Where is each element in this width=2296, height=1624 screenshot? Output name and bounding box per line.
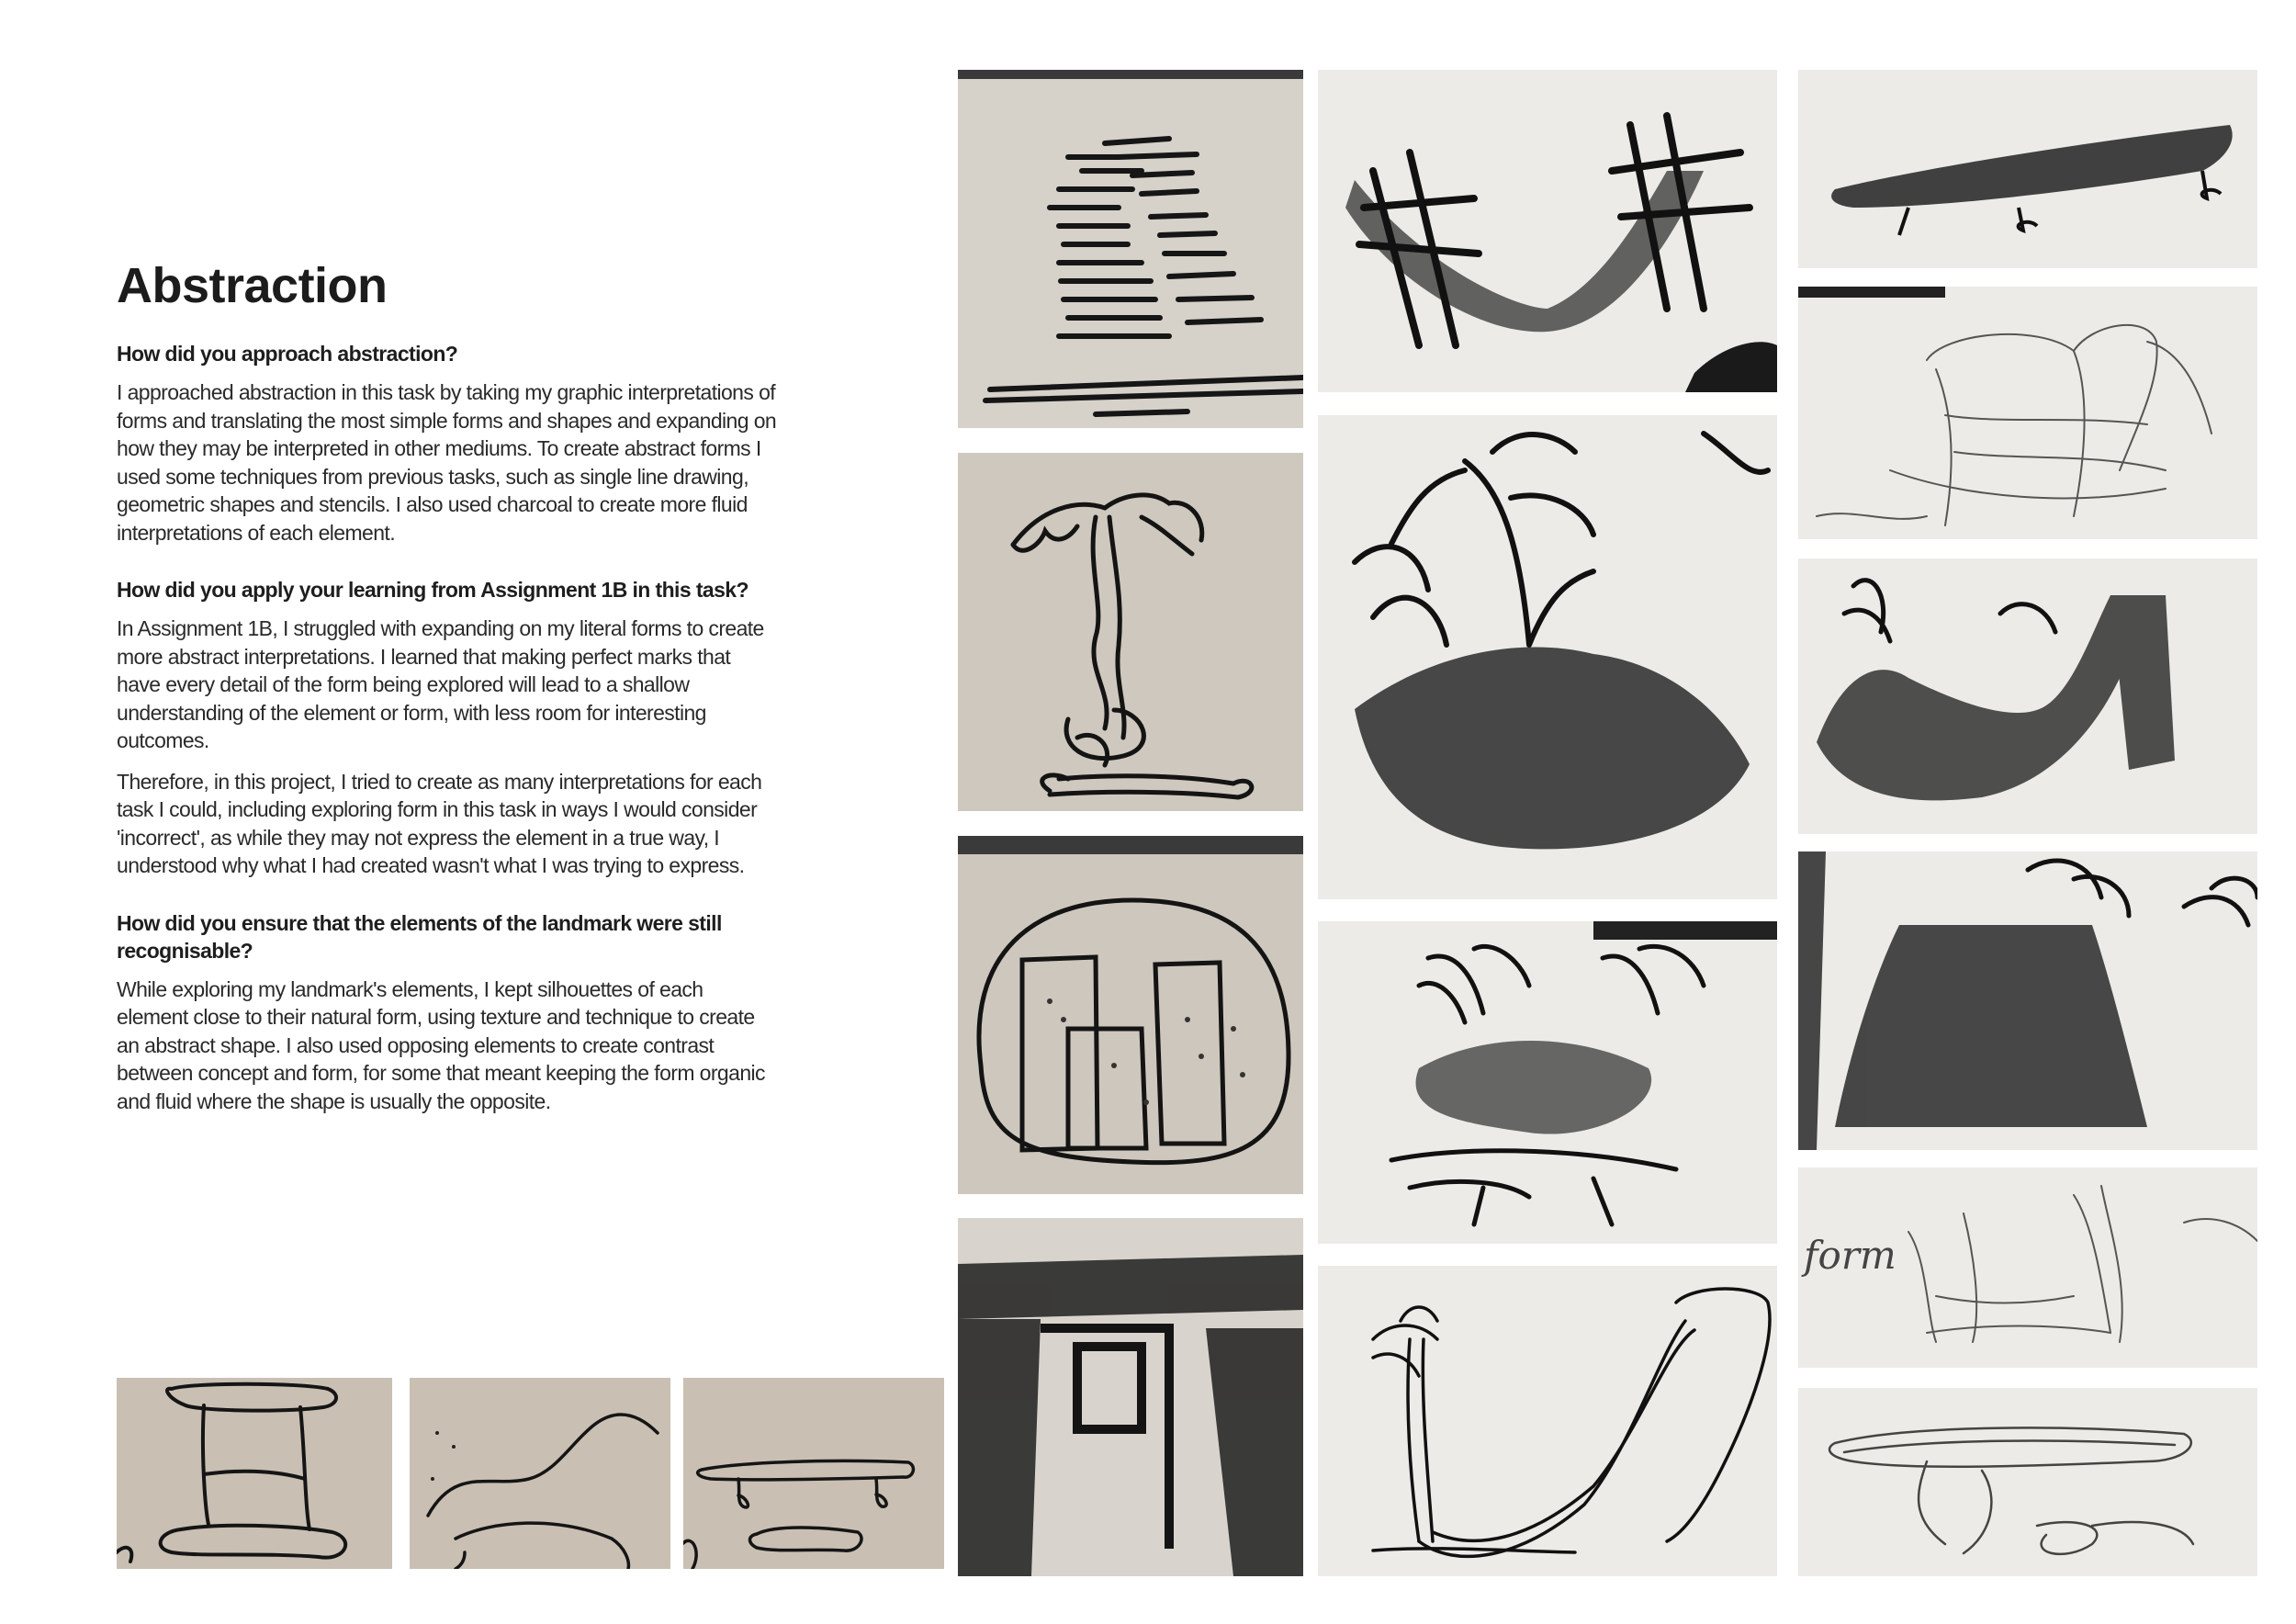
sketch-photo-pencil-chair xyxy=(1798,287,2257,539)
text-column xyxy=(117,257,778,1128)
page-title: Abstraction xyxy=(117,258,388,313)
sketch-photo-pencil-scribble xyxy=(1798,1388,2257,1576)
sketch-margin-text: form xyxy=(1804,1233,1896,1278)
question-3: How did you ensure that the elements of the landmark were still recognisable? xyxy=(117,910,722,963)
sketch-photo-bench-line xyxy=(683,1378,944,1569)
answer-3-paragraph-1: While exploring my landmark's elements, I kept silhouettes of each element close to their natural form, using texture and technique to create an abstract shape. I also used opposing elements to create contrast between concept and form, for some that meant keeping the form organic and fluid where the shape is usually the opposite. xyxy=(117,976,765,1113)
sketch-photo-charcoal-palms xyxy=(1318,921,1777,1244)
sketch-photo-charcoal-bench xyxy=(1798,70,2257,268)
question-2: How did you apply your learning from Assignment 1B in this task? xyxy=(117,578,748,602)
question-1: How did you approach abstraction? xyxy=(117,342,458,366)
sketch-photo-charcoal-island-building xyxy=(1798,558,2257,834)
sketch-photo-frame-line xyxy=(117,1378,392,1569)
sketch-photo-stripes-bridge xyxy=(958,70,1303,428)
answer-1-paragraph-1: I approached abstraction in this task by taking my graphic interpretations of forms and translating the most simple forms and shapes and expanding on how they may be interpreted in other mediums. To create abstract forms I used some techniques from previous tasks, such as single line drawing, geometric shapes and stencils. I also used charcoal to create more fluid interpretations of each element. xyxy=(117,380,777,545)
sketch-photo-palm-bridge-line xyxy=(1318,1266,1777,1576)
sketch-photo-charcoal-bridge-grid xyxy=(1318,70,1777,392)
sketch-photo-building-arch xyxy=(958,836,1303,1194)
sketch-photo-wave-line xyxy=(410,1378,670,1569)
sketch-photo-palm-tree-line xyxy=(958,453,1303,811)
sketch-photo-charcoal-palm-island xyxy=(1318,415,1777,899)
answer-2-paragraph-2: Therefore, in this project, I tried to create as many interpretations for each task I could, including exploring form in this task in ways I would consider 'incorrect', as while they may not express the element in a true way, I understood why what I had created wasn't what I was trying to express. xyxy=(117,769,762,877)
sketch-photo-charcoal-island-palms xyxy=(1798,851,2257,1150)
sketch-photo-pencil-form xyxy=(1798,1167,2257,1368)
answer-2-paragraph-1: In Assignment 1B, I struggled with expanding on my literal forms to create more abstract interpretations. I learned that making perfect marks that have every detail of the form being explored will lead to a shallow understanding of the element or form, with less room for interesting outcomes. xyxy=(117,616,764,752)
sketch-photo-charcoal-building xyxy=(958,1218,1303,1576)
